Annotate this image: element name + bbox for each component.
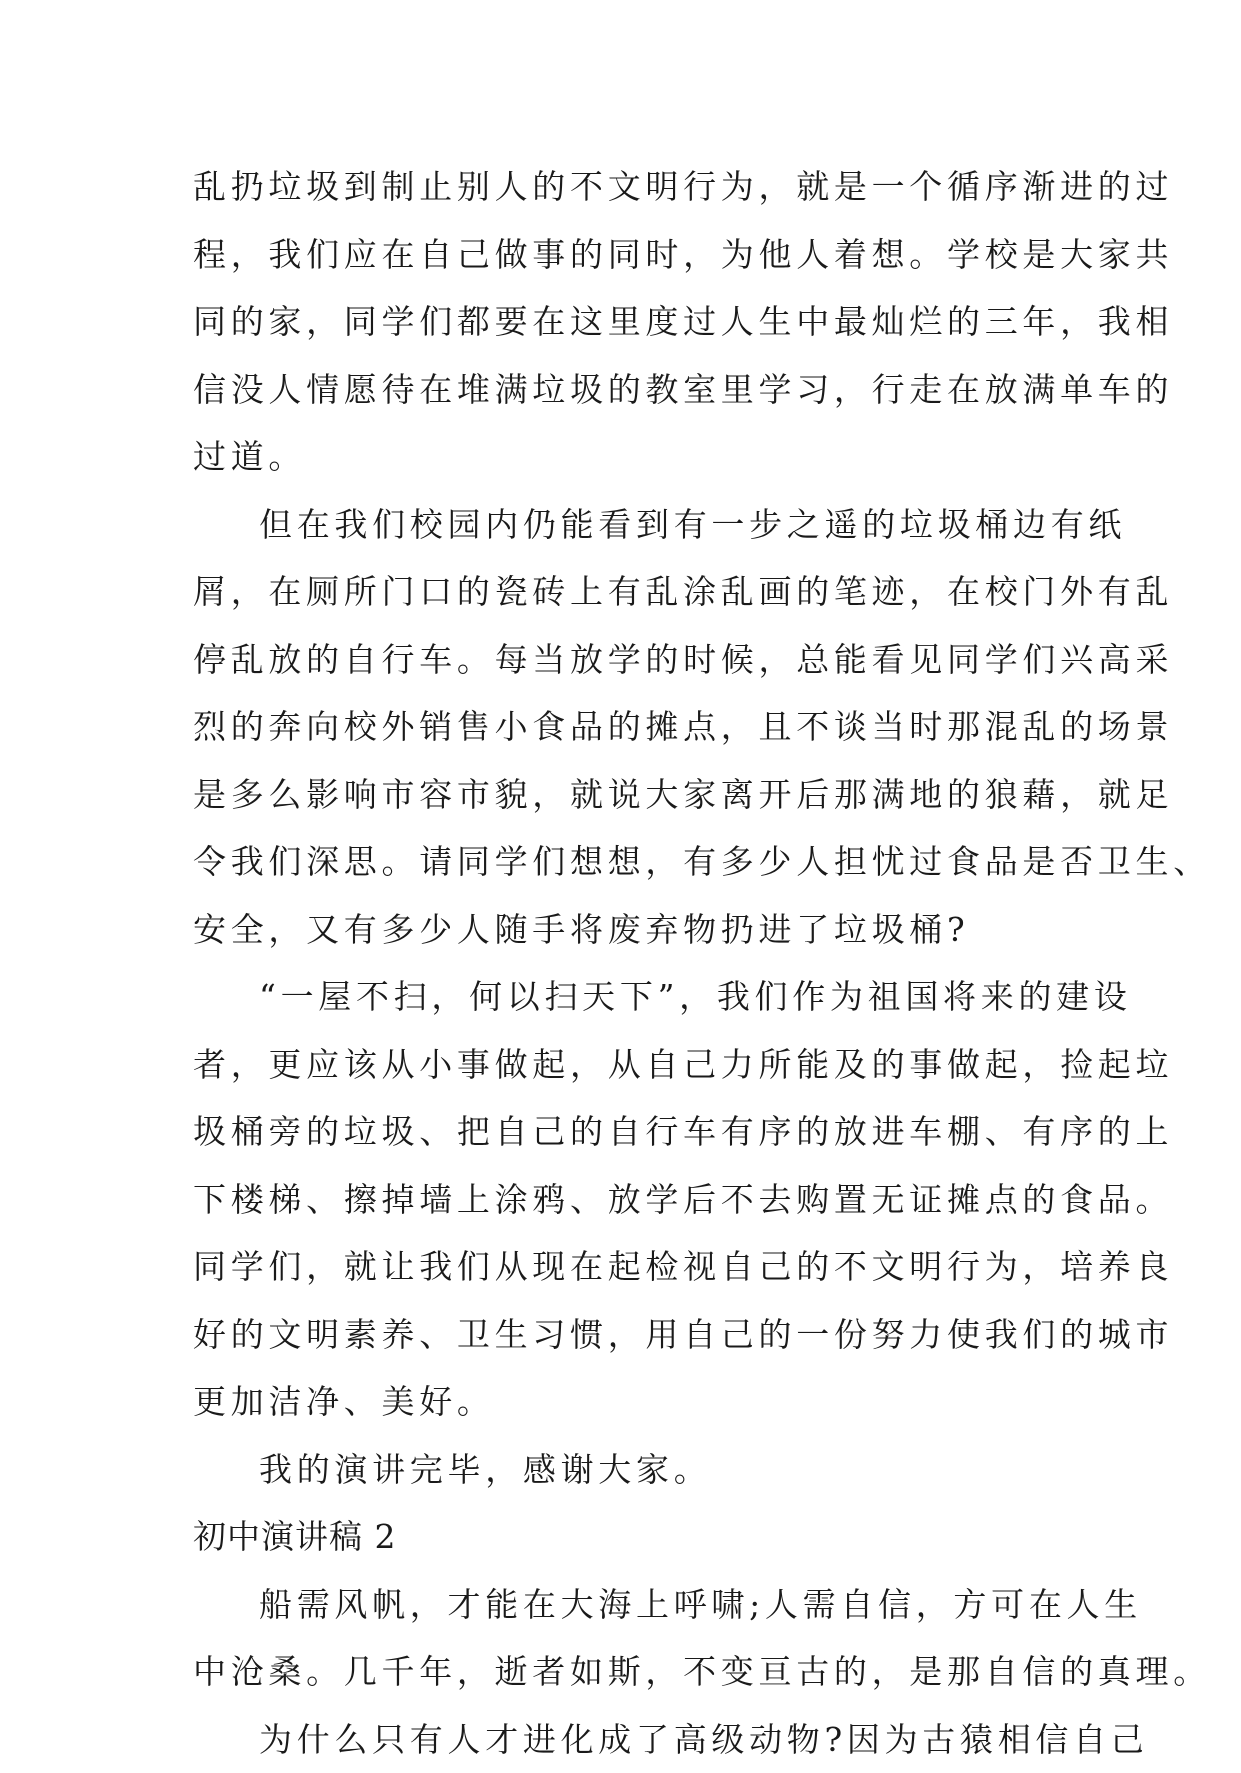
paragraph-start-line: “一屋不扫，何以扫天下”，我们作为祖国将来的建设: [193, 963, 1073, 1031]
text-line: 圾桶旁的垃圾、把自己的自行车有序的放进车棚、有序的上: [193, 1098, 1073, 1166]
paragraph-start-line: 我的演讲完毕，感谢大家。: [193, 1436, 1073, 1504]
paragraph-start-line: 但在我们校园内仍能看到有一步之遥的垃圾桶边有纸: [193, 491, 1073, 559]
text-line: 是多么影响市容市貌，就说大家离开后那满地的狼藉，就足: [193, 761, 1073, 829]
text-line: 更加洁净、美好。: [193, 1368, 1073, 1436]
text-line: 信没人情愿待在堆满垃圾的教室里学习，行走在放满单车的: [193, 356, 1073, 424]
paragraph-start-line: 船需风帆，才能在大海上呼啸;人需自信，方可在人生: [193, 1571, 1073, 1639]
text-line: 停乱放的自行车。每当放学的时候，总能看见同学们兴高采: [193, 626, 1073, 694]
speech-body: [193, 153, 1073, 1773]
text-line: 令我们深思。请同学们想想，有多少人担忧过食品是否卫生、: [193, 828, 1073, 896]
text-line: 过道。: [193, 423, 1073, 491]
text-line: 屑，在厕所门口的瓷砖上有乱涂乱画的笔迹，在校门外有乱: [193, 558, 1073, 626]
text-line: 下楼梯、擦掉墙上涂鸦、放学后不去购置无证摊点的食品。: [193, 1166, 1073, 1234]
text-line: 者，更应该从小事做起，从自己力所能及的事做起，捡起垃: [193, 1031, 1073, 1099]
text-line: 程，我们应在自己做事的同时，为他人着想。学校是大家共: [193, 221, 1073, 289]
text-line: 乱扔垃圾到制止别人的不文明行为，就是一个循序渐进的过: [193, 153, 1073, 221]
text-line: 烈的奔向校外销售小食品的摊点，且不谈当时那混乱的场景: [193, 693, 1073, 761]
text-line: 中沧桑。几千年，逝者如斯，不变亘古的，是那自信的真理。: [193, 1638, 1073, 1706]
paragraph-start-line: 为什么只有人才进化成了高级动物?因为古猿相信自己: [193, 1706, 1073, 1773]
text-line: 同学们，就让我们从现在起检视自己的不文明行为，培养良: [193, 1233, 1073, 1301]
text-line: 安全，又有多少人随手将废弃物扔进了垃圾桶?: [193, 896, 1073, 964]
section-heading: 初中演讲稿 2: [193, 1503, 1073, 1571]
text-line: 同的家，同学们都要在这里度过人生中最灿烂的三年，我相: [193, 288, 1073, 356]
text-line: 好的文明素养、卫生习惯，用自己的一份努力使我们的城市: [193, 1301, 1073, 1369]
